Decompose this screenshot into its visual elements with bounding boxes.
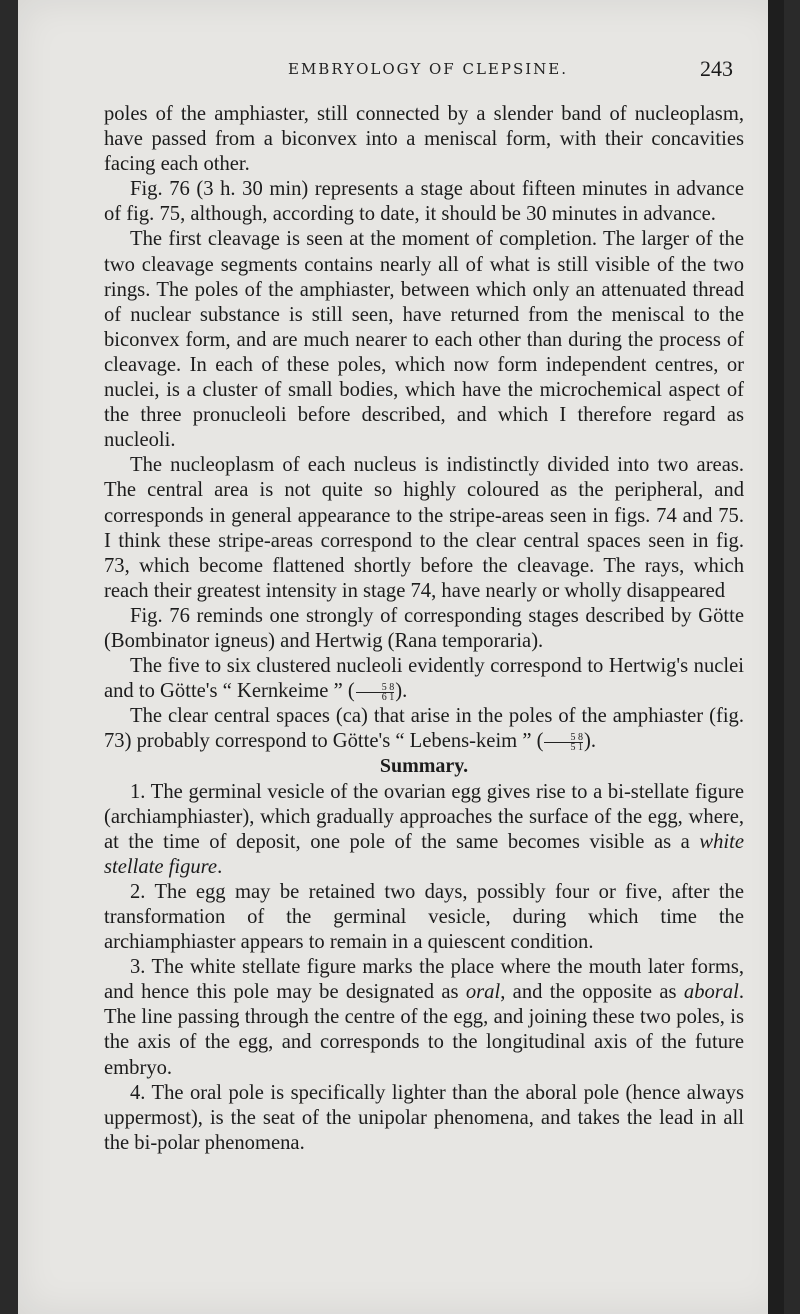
summary-item-text: 1. The germinal vesicle of the ovarian egg gives rise to a bi-stellate figure (archiamphiaster), which gradually approaches the surface of the egg, where, at the time of deposit, one pole of the same becomes visible as a [104, 780, 744, 853]
body-text [104, 102, 744, 1156]
paragraph-end: ). [583, 730, 596, 753]
paragraph: poles of the amphiaster, still connected by a slender band of nucleoplasm, have passed from a biconvex into a meniscal form, with their concavities facing each other. [104, 103, 744, 176]
summary-item-text: . The line passing through the centre of the egg, and joining these two poles, is the axis of the egg, and corresponds to the longitudinal axis of the future embryo. [104, 981, 744, 1079]
fraction-numerator: 5 8 [356, 683, 395, 693]
summary-item-emphasis: oral [465, 981, 501, 1004]
summary-item-emphasis: white stellate figure [104, 830, 744, 878]
paragraph: Fig. 76 reminds one strongly of corresponding stages described by Götte (Bombinator igneus) and Hertwig (Rana temporaria). [104, 604, 744, 652]
summary-item: 2. The egg may be retained two days, possibly four or five, after the transformation of the germinal vesicle, during which time the archiamphiaster appears to remain in a quiescent condition. [104, 880, 744, 954]
page-header [18, 56, 784, 90]
paragraph: The first cleavage is seen at the moment of completion. The larger of the two cleavage segments contains nearly all of what is still visible of the two rings. The poles of the amphiaster, between which only an attenuated thread of nuclear substance is still seen, have returned from the meniscal to the biconvex form, and are much nearer to each other than during the process of cleavage. In each of these poles, which now form independent centres, or nuclei, is a cluster of small bodies, which have the microchemical aspect of the three pronucleoli before described, and which I therefore regard as nucleoli. [104, 228, 744, 452]
summary-item-emphasis: aboral [683, 981, 739, 1004]
paragraph: The nucleoplasm of each nucleus is indistinctly divided into two areas. The central area is not quite so highly coloured as the peripheral, and corresponds in general appearance to the stripe-areas seen in figs. 74 and 75. I think these stripe-areas correspond to the clear central spaces seen in fig. 73, which become flattened shortly before the cleavage. The rays, which reach their greatest intensity in stage 74, have nearly or wholly disappeared [104, 454, 744, 602]
book-page [18, 0, 784, 1314]
fraction-denominator: 6 1 [381, 691, 395, 703]
page-edge-shadow [768, 0, 784, 1314]
summary-item [104, 780, 744, 880]
paragraph: Fig. 76 (3 h. 30 min) represents a stage about fifteen minutes in advance of fig. 75, although, according to date, it should be 30 minutes in advance. [104, 178, 744, 226]
summary-item [104, 955, 744, 1080]
summary-item-text: 3. The white stellate figure marks the place where the mouth later forms, and hence this pole may be designated as [104, 956, 744, 1004]
paragraph [104, 654, 744, 704]
page-number: 243 [700, 56, 733, 81]
paragraph [104, 704, 744, 754]
fraction-denominator: 5 1 [570, 742, 583, 754]
paragraph-end: ). [395, 680, 408, 703]
fraction-numerator: 5 8 [544, 733, 583, 743]
paragraph-text: The clear central spaces (ca) that arise in the poles of the amphiaster (fig. 73) probably correspond to Götte's “ Lebens-keim ” ( [104, 705, 744, 753]
fraction [544, 733, 583, 752]
running-head: EMBRYOLOGY OF CLEPSINE. [288, 60, 569, 78]
summary-item-text: , and the opposite as [500, 981, 684, 1004]
summary-item: 4. The oral pole is specifically lighter than the aboral pole (hence always uppermost), is the seat of the unipolar phenomena, and takes the lead in all the bi-polar phenomena. [104, 1081, 744, 1154]
summary-item-end: . [217, 855, 223, 878]
fraction [356, 683, 395, 702]
paragraph-text: The five to six clustered nucleoli evidently correspond to Hertwig's nuclei and to Götte's “ Kernkeime ” ( [104, 655, 744, 703]
section-heading: Summary. [379, 755, 469, 778]
